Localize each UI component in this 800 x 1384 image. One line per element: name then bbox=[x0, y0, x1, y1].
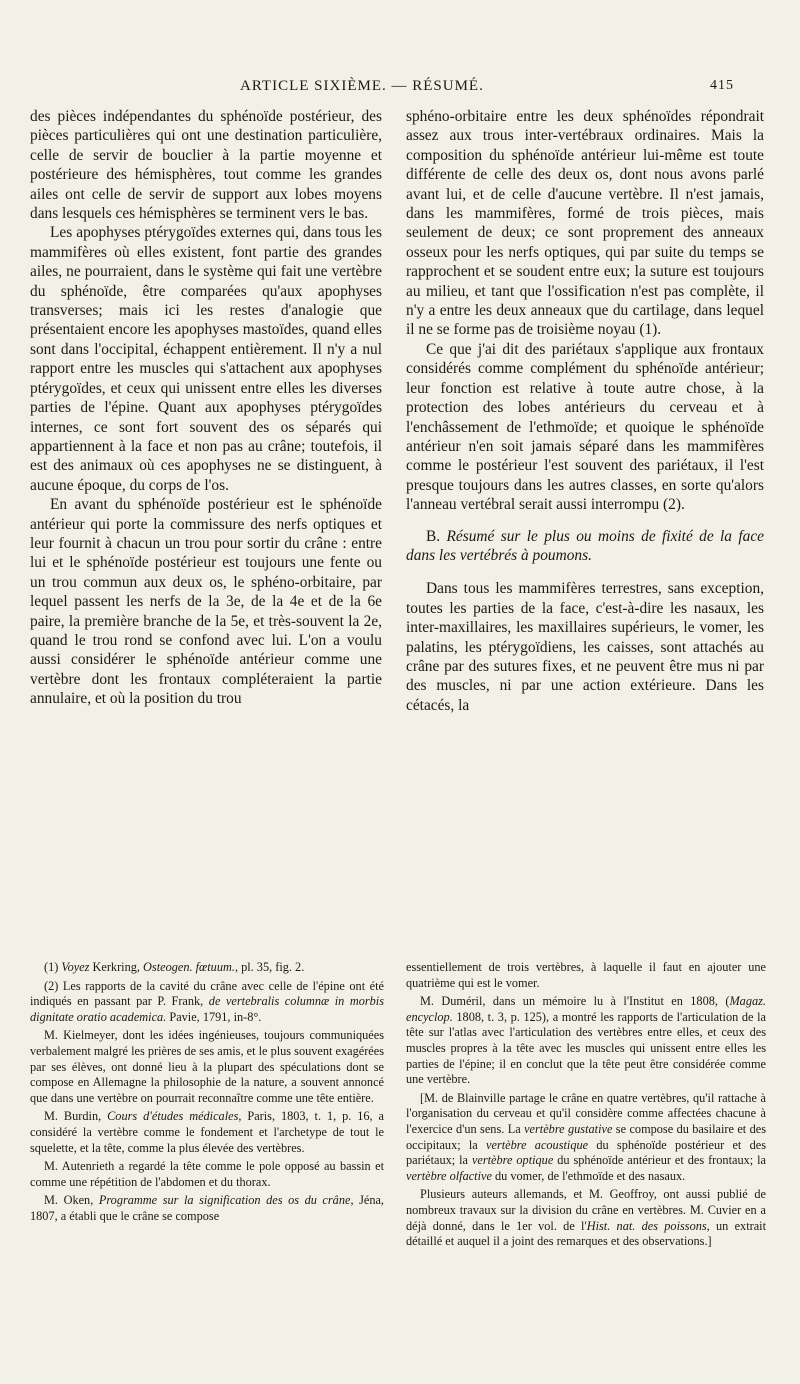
paragraph: Les apophyses ptérygoïdes externes qui, dans tous les mammifères où elles existent, font partie des grandes ailes, ne pourraient, dans le système qui fait une vertèbre du sphénoïde, être comparées qu'aux apophyses transverses; mais ici les restes d'analogie que présentaient encore les apophyses mastoïdes, quand elles sont dans l'occipital, échappent entièrement. Il n'y a nul rapport entre les muscles qui s'attachent aux apophyses ptérygoïdes, et ceux qui unissent entre elles les diverses parties de l'épine. Quant aux apophyses ptérygoïdes internes, ce sont fort souvent des os séparés qui appartiennent à la face et non pas au crâne; toutefois, il est des animaux où ces apophyses ne se distinguent, à aucune époque, du corps de l'os. bbox=[30, 224, 382, 494]
footnote-text: vertèbre gustative bbox=[524, 1121, 613, 1136]
footnote-text: , Jéna, 1807, a établi que le crâne se compose bbox=[30, 1193, 384, 1223]
running-header bbox=[0, 74, 800, 98]
footnote-text: M. Oken, bbox=[44, 1193, 99, 1208]
footnote-text: , Paris, 1803, t. 1, p. 16, a considéré la vertèbre comme le fondement et l'archetype de tout le squelette, et la tête, comme la plus élevée des vertèbres. bbox=[30, 1109, 384, 1155]
footnote-text: , pl. 35, fig. 2. bbox=[234, 960, 305, 974]
footnote-text: Osteogen. fœtuum. bbox=[143, 960, 235, 974]
footnote-text: vertèbre acoustique bbox=[486, 1137, 589, 1152]
footnote-text: M. Duméril, dans un mémoire lu à l'Institut en 1808, ( bbox=[420, 994, 730, 1009]
footnote-text: du vomer, de l'ethmoïde et des nasaux. bbox=[491, 1168, 686, 1183]
footnote-text: Voyez bbox=[61, 960, 90, 974]
subheading-label: B. bbox=[426, 527, 441, 545]
footnote bbox=[30, 979, 384, 1026]
footnote-text: Programme sur la signification des os du crâne bbox=[98, 1193, 351, 1208]
paragraph: sphéno-orbitaire entre les deux sphénoïdes répondrait assez aux trous inter-vertébraux ordinaires. Mais la composition du sphénoïde antérieur lui-même est toute différente de celle des deux os, dont nous avons parlé avant lui, et de celle d'aucune vertèbre. Il n'est jamais, dans les mammifères, formé de trois pièces, mais seulement de deux; ce sont proprement des anneaux osseux pour les nerfs optiques, qui par suite du temps se rapprochent et se soudent entre eux; la suture est toujours au milieu, et tant que l'ossification n'est pas complète, il n'y a entre les deux anneaux que du cartilage, dans lequel il ne se forme pas de troisième noyau (1). bbox=[406, 108, 764, 339]
paragraph: En avant du sphénoïde postérieur est le sphénoïde antérieur qui porte la commissure des nerfs optiques et leur fournit à chacun un trou pour sortir du crâne : entre lui et le sphénoïde postérieur est toujours une fente ou un trou commun aux deux os, le sphéno-orbitaire, par lequel passent les nerfs de la 3e, de la 4e et de la 6e paire, la première branche de la 5e, et très-souvent la 2e, quand le trou rond se confond avec lui. L'on a voulu aussi considérer le sphénoïde antérieur comme une vertèbre dont les frontaux compléteraient la partie annulaire, et où la position du trou bbox=[30, 496, 382, 708]
footnote-text: Plusieurs auteurs allemands, et M. Geoffroy, ont aussi publié de nombreux travaux sur la division du crâne en vertèbres. M. Cuvier en a déjà donné, dans le 1er vol. de l' bbox=[406, 1187, 766, 1233]
section-subheading bbox=[406, 527, 764, 566]
footnote bbox=[30, 1193, 384, 1224]
paragraph: Dans tous les mammifères terrestres, sans exception, toutes les parties de la face, c'est-à-dire les nasaux, les inter-maxillaires, les maxillaires supérieurs, le vomer, les palatins, les ptérygoïdiens, les caisses, sont attachés au crâne par des sutures fixes, et ne peuvent être mus ni par des muscles, ni par une action extérieure. Dans les cétacés, la bbox=[406, 580, 764, 714]
subheading-text: Résumé sur le plus ou moins de fixité de la face dans les vertébrés à poumons. bbox=[406, 527, 764, 564]
footnote: essentiellement de trois vertèbres, à laquelle il faut en ajouter une quatrième qui est le vomer. bbox=[406, 960, 766, 990]
left-column bbox=[30, 107, 382, 709]
running-title: ARTICLE SIXIÈME. — RÉSUMÉ. bbox=[240, 78, 484, 94]
right-column bbox=[406, 107, 764, 715]
page-number: 415 bbox=[710, 78, 734, 93]
footnote-text: du sphénoïde postérieur et des pariétaux; la bbox=[406, 1137, 766, 1168]
footnote-text: vertèbre olfactive bbox=[406, 1168, 492, 1183]
footnote bbox=[406, 1187, 766, 1249]
footnote-text: vertèbre optique bbox=[471, 1153, 554, 1168]
footnote-text: du sphénoïde antérieur et des frontaux; la bbox=[553, 1153, 766, 1168]
footnote-text: [M. de Blainville partage le crâne en quatre vertèbres, qu'il rattache à l'organisation du cerveau et qu'il considère comme affectées chacune à l'exercice d'un sens. La bbox=[406, 1090, 766, 1136]
footnote-text: (2) Les rapports de la cavité du crâne avec celle de l'épine ont été indiqués en passant par P. Frank, bbox=[30, 978, 384, 1009]
footnote-text: Magaz. encyclop. bbox=[406, 994, 766, 1024]
footnote-text: se compose du basilaire et des occipitaux; la bbox=[406, 1121, 766, 1152]
paragraph: des pièces indépendantes du sphénoïde postérieur, des pièces particulières qui ont une destination particulière, celle de servir de bouclier à la partie moyenne et postérieure des hémisphères, tout comme les grandes ailes ont celle de servir de support aux lobes moyens dans lesquels ces hémisphères se terminent vers le bas. bbox=[30, 108, 382, 223]
footnote-text: 1808, t. 3, p. 125), a montré les rapports de l'articulation de la tête sur l'atlas avec l'articulation des vertèbres entre elles, et ceux des muscles propres à la tête avec les muscles qui unissent entre elles les parties de l'épine; il en conclut que la tête peut être considérée comme une vertèbre. bbox=[406, 1009, 766, 1087]
footnote-text: (1) bbox=[44, 960, 62, 974]
footnote-text: Kerkring, bbox=[89, 960, 144, 974]
footnote bbox=[406, 1091, 766, 1185]
footnote-text: Pavie, 1791, in-8°. bbox=[166, 1009, 262, 1024]
footnote-text: M. Burdin, bbox=[44, 1109, 108, 1124]
footnote bbox=[30, 1109, 384, 1156]
footnote-text: de vertebralis columnæ in morbis dignitate oratio academica. bbox=[30, 994, 385, 1024]
footnote: M. Autenrieth a regardé la tête comme le pole opposé au bassin et comme une répétition de l'abdomen et du thorax. bbox=[30, 1159, 384, 1189]
footnote bbox=[30, 960, 384, 976]
footnote-text: Hist. nat. des poissons bbox=[586, 1218, 707, 1233]
footnote: M. Kielmeyer, dont les idées ingénieuses, toujours communiquées verbalement malgré les prières de ses amis, et le plus souvent exagérées par ses élèves, ont donné lieu à la plupart des spéculations dont se compose en Allemagne la philosophie de la nature, a souvent annoncé que dans une vertèbre on pourrait reconnaître comme une tête entière. bbox=[30, 1028, 384, 1105]
footnotes-left bbox=[30, 960, 384, 1228]
paragraph: Ce que j'ai dit des pariétaux s'applique aux frontaux considérés comme complément du sphénoïde antérieur; leur fonction est relative à toute autre chose, à la protection des lobes antérieurs du cerveau et à l'enchâssement de l'ethmoïde; et quoique le sphénoïde antérieur n'en soit jamais séparé dans les mammifères comme le postérieur l'est souvent des pariétaux, il l'est presque toujours dans les autres classes, en sorte qu'alors l'anneau vertébral serait aussi interrompu (2). bbox=[406, 340, 764, 514]
footnote-text: Cours d'études médicales bbox=[107, 1109, 239, 1124]
footnote bbox=[406, 994, 766, 1088]
footnote-text: , un extrait détaillé et auquel il a joint des remarques et des observations.] bbox=[406, 1218, 766, 1249]
footnotes-right bbox=[406, 960, 766, 1253]
